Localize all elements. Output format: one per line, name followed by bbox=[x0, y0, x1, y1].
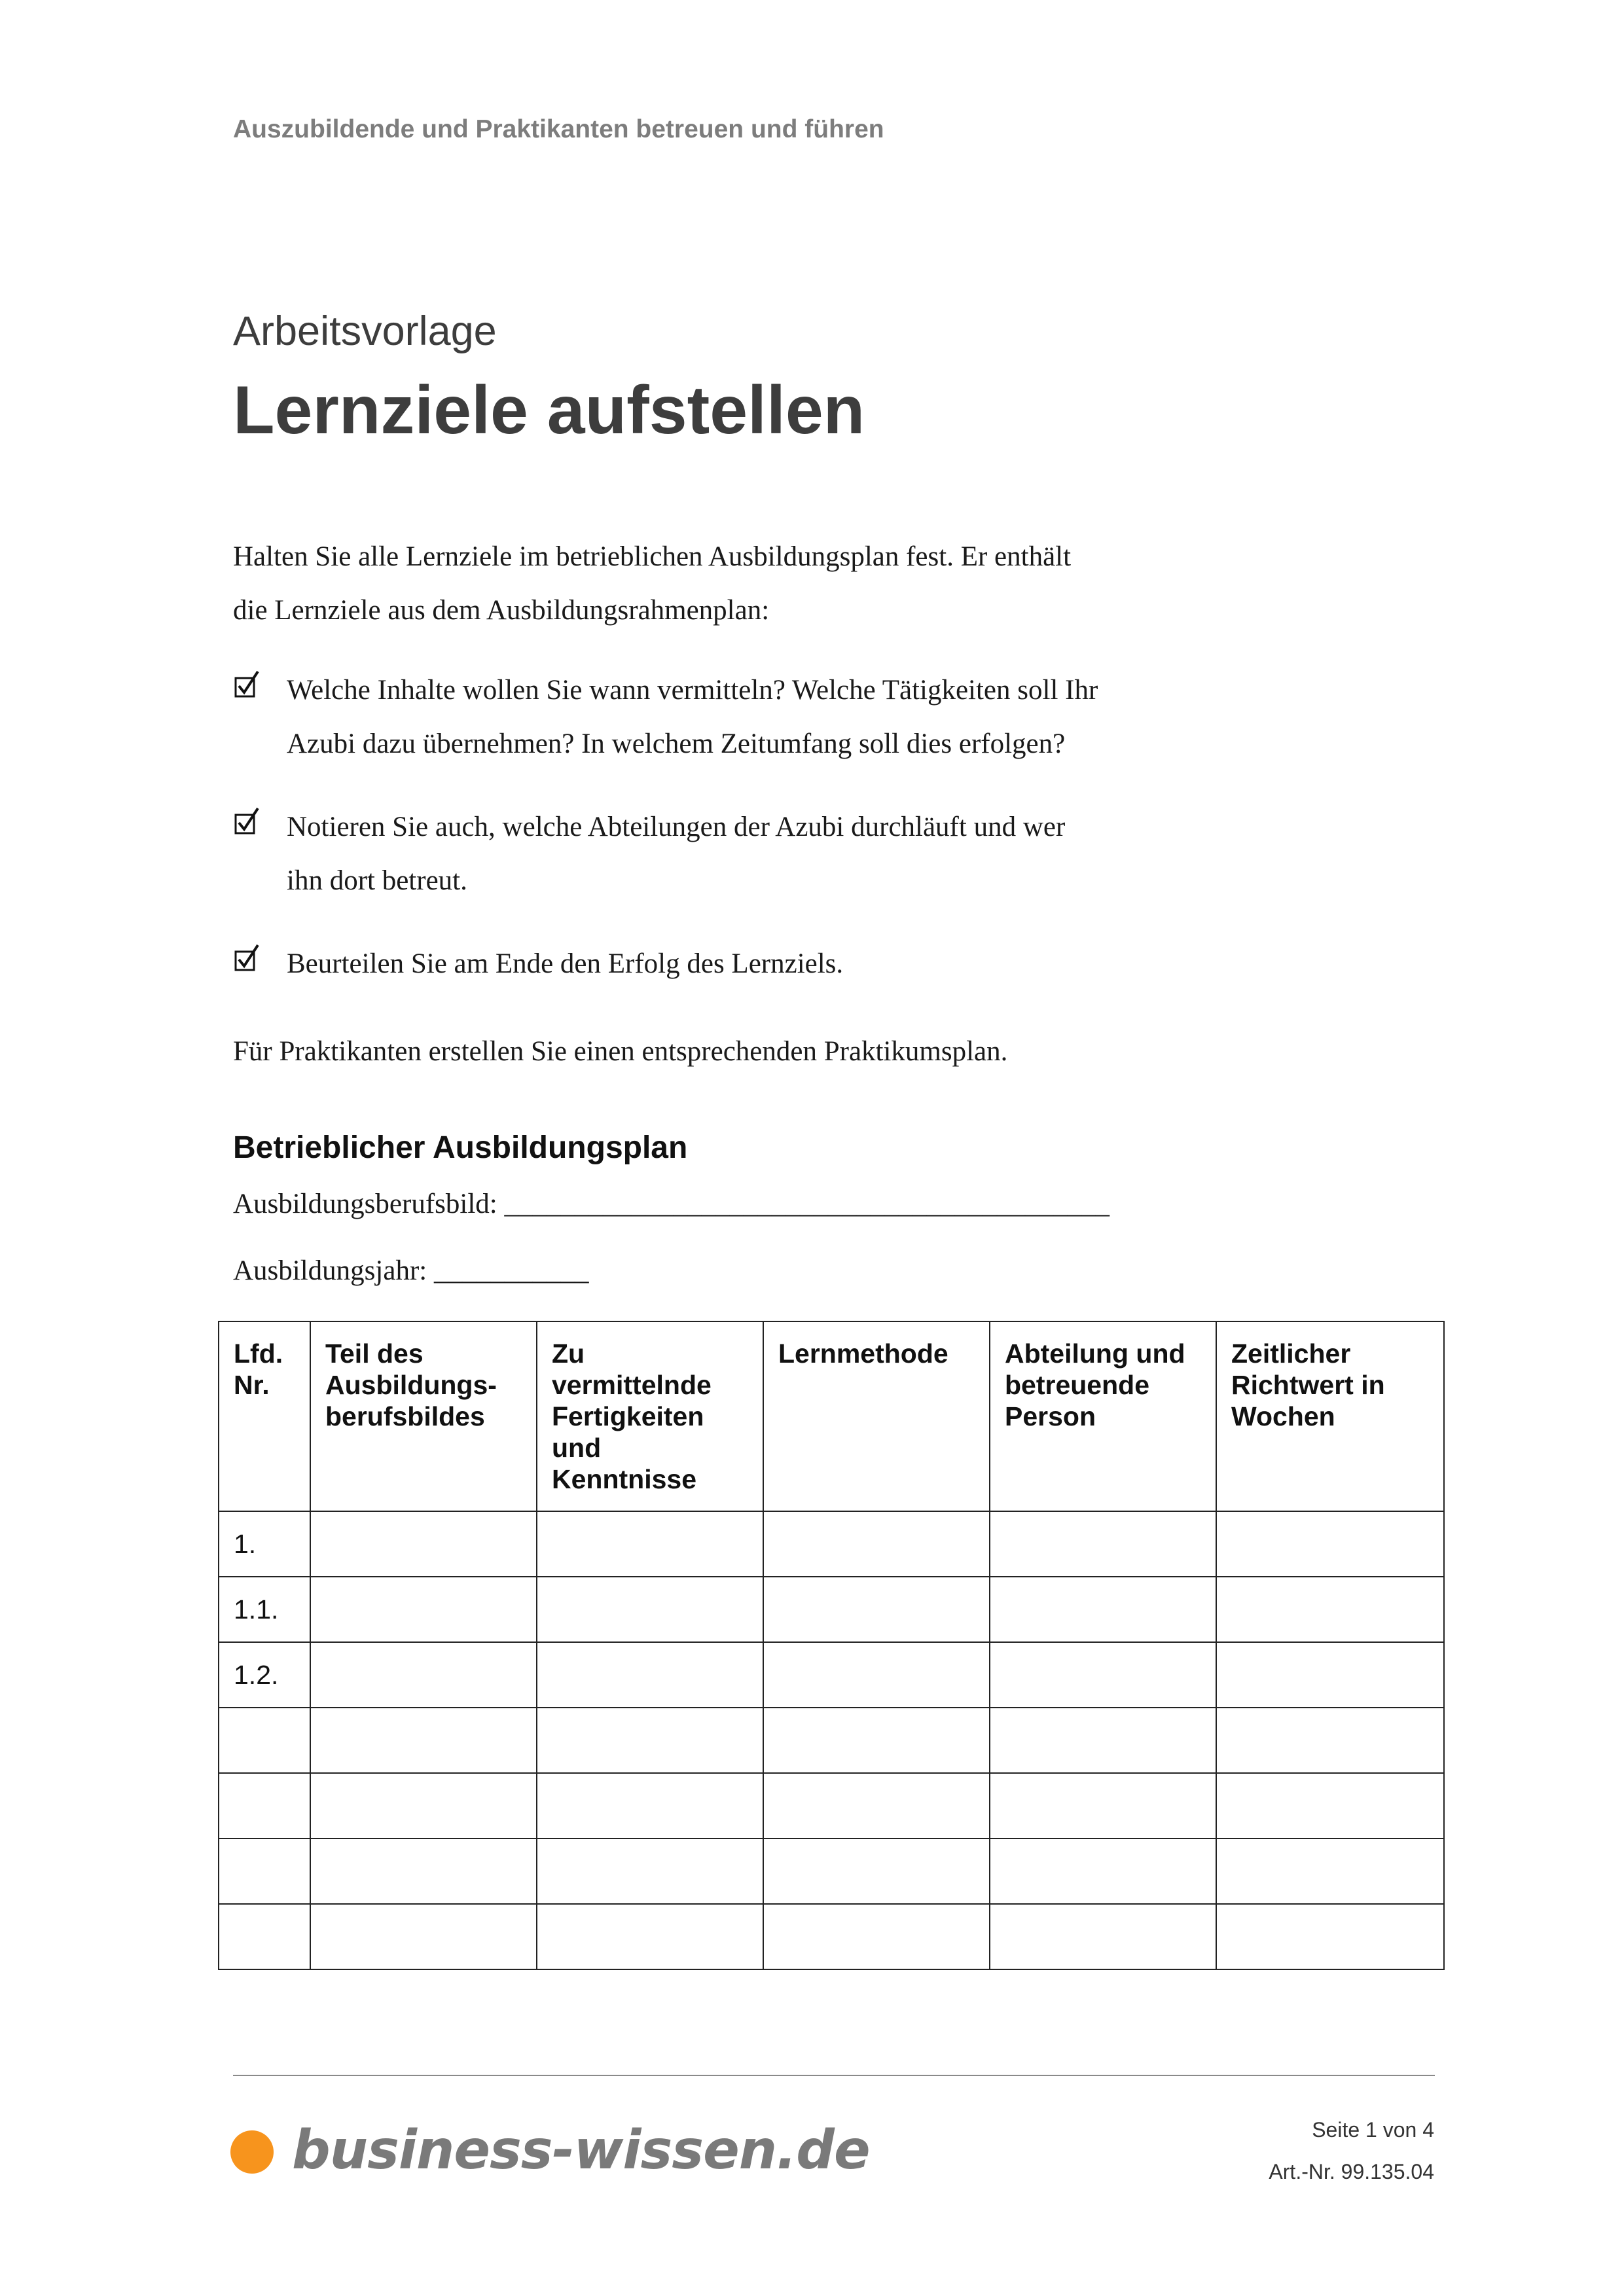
table-cell[interactable] bbox=[990, 1577, 1216, 1642]
brand-logo[interactable]: business-wissen.de bbox=[292, 2119, 870, 2181]
table-cell[interactable] bbox=[763, 1708, 990, 1773]
checked-box-icon bbox=[233, 668, 262, 703]
table-cell[interactable] bbox=[310, 1904, 537, 1969]
intro-line: die Lernziele aus dem Ausbildungsrahmenplan: bbox=[233, 595, 770, 626]
column-header-department: Abteilung und betreuende Person bbox=[990, 1321, 1216, 1511]
table-cell[interactable] bbox=[990, 1904, 1216, 1969]
row-number-cell[interactable] bbox=[219, 1708, 310, 1773]
checked-box-icon bbox=[233, 941, 262, 977]
table-cell[interactable] bbox=[763, 1773, 990, 1839]
table-cell[interactable] bbox=[1216, 1511, 1444, 1577]
checklist-line: Welche Inhalte wollen Sie wann vermitteln? Welche Tätigkeiten soll Ihr bbox=[287, 675, 1098, 706]
table-cell[interactable] bbox=[1216, 1904, 1444, 1969]
table-header-row bbox=[219, 1321, 1444, 1511]
checklist-line: Azubi dazu übernehmen? In welchem Zeitumfang soll dies erfolgen? bbox=[287, 728, 1066, 759]
table-cell[interactable] bbox=[990, 1773, 1216, 1839]
table-cell[interactable] bbox=[763, 1839, 990, 1904]
table-row bbox=[219, 1577, 1444, 1642]
table-cell[interactable] bbox=[310, 1577, 537, 1642]
table-cell[interactable] bbox=[990, 1839, 1216, 1904]
row-number-cell[interactable] bbox=[219, 1839, 310, 1904]
row-number-cell[interactable]: 1. bbox=[219, 1511, 310, 1577]
practice-note: Für Praktikanten erstellen Sie einen entsprechenden Praktikumsplan. bbox=[233, 1036, 1008, 1067]
table-cell[interactable] bbox=[537, 1642, 763, 1708]
table-cell[interactable] bbox=[763, 1904, 990, 1969]
row-number-cell[interactable]: 1.2. bbox=[219, 1642, 310, 1708]
table-cell[interactable] bbox=[537, 1773, 763, 1839]
column-header-number: Lfd. Nr. bbox=[219, 1321, 310, 1511]
intro-paragraph bbox=[233, 530, 1215, 637]
article-number: Art.-Nr. 99.135.04 bbox=[1269, 2160, 1434, 2183]
table-cell[interactable] bbox=[1216, 1577, 1444, 1642]
brand-dot-icon bbox=[230, 2130, 274, 2174]
table-cell[interactable] bbox=[763, 1577, 990, 1642]
section-title: Betrieblicher Ausbildungsplan bbox=[233, 1130, 688, 1165]
table-cell[interactable] bbox=[1216, 1708, 1444, 1773]
series-title: Auszubildende und Praktikanten betreuen und führen bbox=[233, 115, 884, 143]
column-header-method: Lernmethode bbox=[763, 1321, 990, 1511]
table-row bbox=[219, 1904, 1444, 1969]
table-cell[interactable] bbox=[310, 1511, 537, 1577]
table-cell[interactable] bbox=[763, 1511, 990, 1577]
table-cell[interactable] bbox=[310, 1642, 537, 1708]
table-cell[interactable] bbox=[763, 1642, 990, 1708]
page-title: Lernziele aufstellen bbox=[233, 372, 865, 448]
column-header-profile-part: Teil des Ausbildungs- berufsbildes bbox=[310, 1321, 537, 1511]
table-cell[interactable] bbox=[537, 1904, 763, 1969]
column-header-skills: Zu vermittelnde Fertigkeiten und Kenntnisse bbox=[537, 1321, 763, 1511]
table-cell[interactable] bbox=[1216, 1839, 1444, 1904]
table-cell[interactable] bbox=[1216, 1773, 1444, 1839]
footer-meta bbox=[1269, 2109, 1434, 2193]
column-header-duration: Zeitlicher Richtwert in Wochen bbox=[1216, 1321, 1444, 1511]
row-number-cell[interactable] bbox=[219, 1773, 310, 1839]
profession-field: Ausbildungsberufsbild: ___________________________________________ bbox=[233, 1189, 1110, 1219]
training-plan-table bbox=[218, 1321, 1445, 1970]
intro-line: Halten Sie alle Lernziele im betrieblichen Ausbildungsplan fest. Er enthält bbox=[233, 541, 1072, 572]
checklist-line: Beurteilen Sie am Ende den Erfolg des Lernziels. bbox=[287, 948, 844, 979]
table-cell[interactable] bbox=[537, 1511, 763, 1577]
table-row bbox=[219, 1708, 1444, 1773]
table-cell[interactable] bbox=[990, 1511, 1216, 1577]
document-kind: Arbeitsvorlage bbox=[233, 308, 497, 354]
table-row bbox=[219, 1839, 1444, 1904]
checklist-line: Notieren Sie auch, welche Abteilungen der Azubi durchläuft und wer bbox=[287, 812, 1066, 842]
table-cell[interactable] bbox=[537, 1577, 763, 1642]
footer-divider bbox=[233, 2075, 1435, 2076]
table-row bbox=[219, 1511, 1444, 1577]
table-cell[interactable] bbox=[537, 1708, 763, 1773]
table-row bbox=[219, 1642, 1444, 1708]
table-cell[interactable] bbox=[310, 1839, 537, 1904]
table-cell[interactable] bbox=[310, 1708, 537, 1773]
row-number-cell[interactable]: 1.1. bbox=[219, 1577, 310, 1642]
year-field: Ausbildungsjahr: ___________ bbox=[233, 1255, 589, 1286]
table-cell[interactable] bbox=[537, 1839, 763, 1904]
page-number: Seite 1 von 4 bbox=[1312, 2118, 1434, 2142]
row-number-cell[interactable] bbox=[219, 1904, 310, 1969]
table-row bbox=[219, 1773, 1444, 1839]
table-cell[interactable] bbox=[990, 1708, 1216, 1773]
table-cell[interactable] bbox=[990, 1642, 1216, 1708]
table-cell[interactable] bbox=[1216, 1642, 1444, 1708]
checked-box-icon bbox=[233, 804, 262, 840]
checklist-line: ihn dort betreut. bbox=[287, 865, 467, 896]
table-cell[interactable] bbox=[310, 1773, 537, 1839]
